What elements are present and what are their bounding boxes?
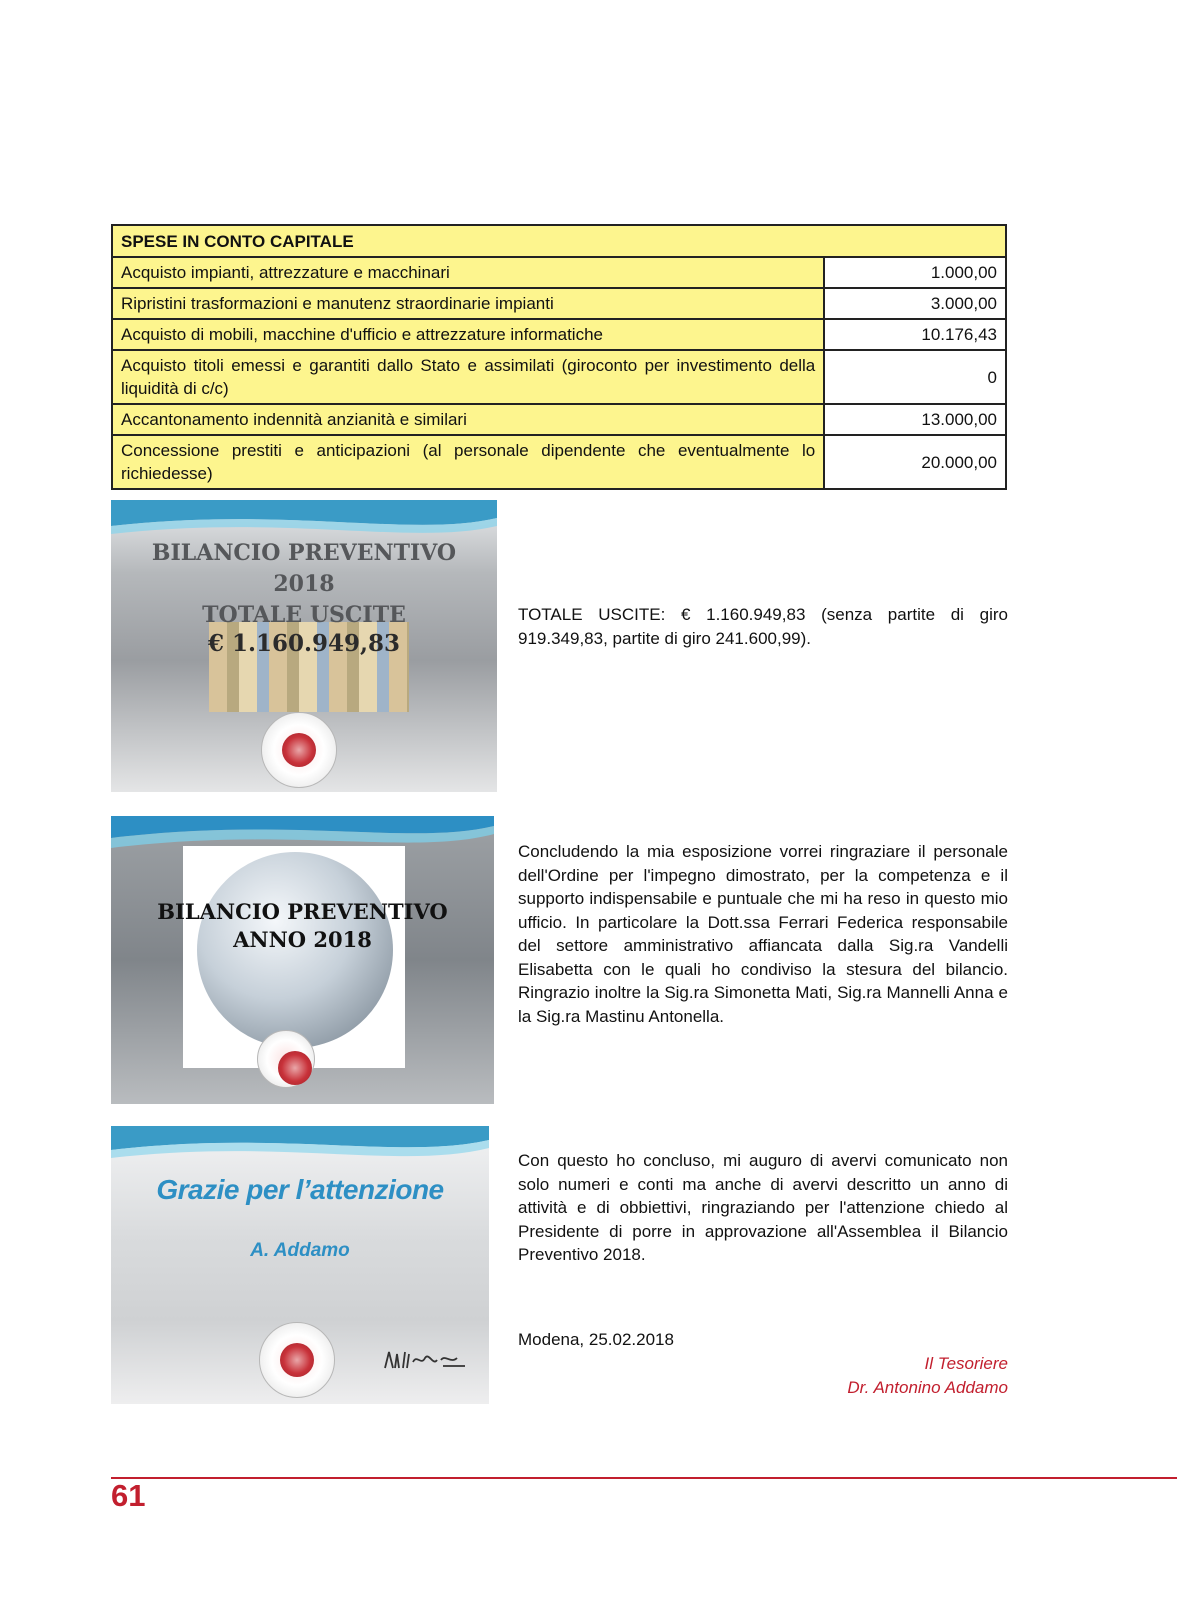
page-number: 61: [111, 1478, 146, 1513]
signature-name: Dr. Antonino Addamo: [847, 1378, 1008, 1397]
row-label: Concessione prestiti e anticipazioni (al personale dipendente che eventualmente lo richiedesse): [112, 435, 824, 489]
total-expenses-paragraph: TOTALE USCITE: € 1.160.949,83 (senza partite di giro 919.349,83, partite di giro 241.600,99).: [518, 605, 1008, 648]
table-row: [112, 350, 1006, 404]
order-seal-icon: [257, 1030, 315, 1088]
slide-totale-uscite: [111, 500, 497, 792]
slide2-line1: BILANCIO PREVENTIVO: [157, 899, 448, 924]
row-amount: 0: [824, 350, 1006, 404]
row-amount: 3.000,00: [824, 288, 1006, 319]
table-header-row: [112, 225, 1006, 257]
row-amount: 20.000,00: [824, 435, 1006, 489]
slide3-title: Grazie per l’attenzione: [156, 1174, 444, 1205]
slide1-title: [111, 538, 497, 631]
slide-bilancio-preventivo: [111, 816, 494, 1104]
row-amount: 10.176,43: [824, 319, 1006, 350]
handwritten-signature-icon: [381, 1344, 471, 1374]
table-row: [112, 257, 1006, 288]
table-row: [112, 435, 1006, 489]
slide1-line2: 2018: [273, 571, 335, 597]
signature-role: Il Tesoriere: [924, 1354, 1008, 1373]
row-label: Acquisto titoli emessi e garantiti dallo Stato e assimilati (giroconto per investimento della liquidità di c/c): [112, 350, 824, 404]
order-seal-icon: [261, 712, 337, 788]
row-amount: 1.000,00: [824, 257, 1006, 288]
table-row: [112, 319, 1006, 350]
slide2-line2: ANNO 2018: [233, 927, 372, 952]
table-row: [112, 288, 1006, 319]
row-label: Ripristini trasformazioni e manutenz straordinarie impianti: [112, 288, 824, 319]
slide3-subtitle: A. Addamo: [250, 1240, 350, 1261]
thanks-paragraph: Concludendo la mia esposizione vorrei ringraziare il personale dell'Ordine per l'impegno dimostrato, per la competenza e il supporto indispensabile e puntuale che mi ha reso in questo mio ufficio. In particolare la Dott.ssa Ferrari Federica responsabile del settore amministrativo affiancata dalla Sig.ra Vandelli Elisabetta con le quali ho condiviso la stesura del bilancio. Ringrazio inoltre la Sig.ra Simonetta Mati, Sig.ra Mannelli Anna e la Sig.ra Mastinu Antonella.: [518, 842, 1008, 1026]
globe-city-image: [183, 846, 405, 1068]
footer-divider: [111, 1477, 1177, 1479]
conclusion-paragraph: Con questo ho concluso, mi auguro di avervi comunicato non solo numeri e conti ma anche di avervi descritto un anno di attività e di obbiettivi, ringraziando per l'attenzione chiedo al Presidente di porre in approvazione all'Assemblea il Bilancio Preventivo 2018.: [518, 1151, 1008, 1264]
capital-expenses-table: [111, 224, 1007, 490]
row-label: Accantonamento indennità anzianità e similari: [112, 404, 824, 435]
table-header: SPESE IN CONTO CAPITALE: [112, 225, 1006, 257]
slide2-title: [111, 898, 494, 954]
table-row: [112, 404, 1006, 435]
place-date: Modena, 25.02.2018: [518, 1330, 674, 1349]
row-label: Acquisto di mobili, macchine d'ufficio e attrezzature informatiche: [112, 319, 824, 350]
order-seal-icon: [259, 1322, 335, 1398]
row-label: Acquisto impianti, attrezzature e macchinari: [112, 257, 824, 288]
slide-grazie: [111, 1126, 489, 1404]
slide1-total: € 1.160.949,83: [207, 630, 401, 657]
row-amount: 13.000,00: [824, 404, 1006, 435]
slide1-line1: BILANCIO PREVENTIVO: [151, 540, 457, 566]
slide1-line3: TOTALE USCITE: [202, 602, 406, 628]
